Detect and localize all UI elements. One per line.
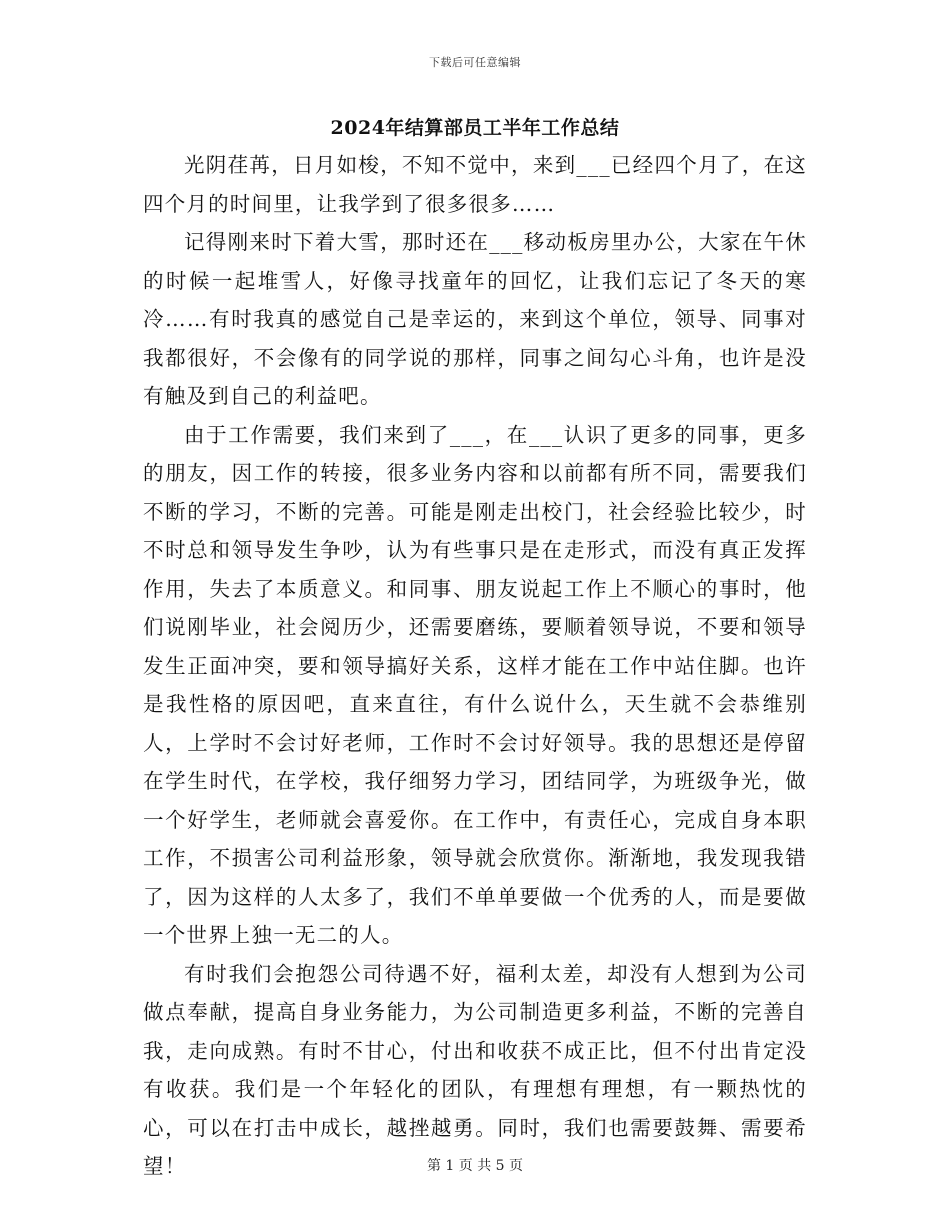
document-body xyxy=(143,146,807,1186)
page-footer: 第 1 页 共 5 页 xyxy=(426,1158,524,1174)
paragraph-1: 光阴荏苒，日月如梭，不知不觉中，来到___已经四个月了，在这四个月的时间里，让我学到了很多很多…… xyxy=(143,153,807,216)
paragraph-2: 记得刚来时下着大雪，那时还在___移动板房里办公，大家在午休的时候一起堆雪人，好像寻找童年的回忆，让我们忘记了冬天的寒冷……有时我真的感觉自己是幸运的，来到这个单位，领导、同事对我都很好，不会像有的同学说的那样，同事之间勾心斗角，也许是没有触及到自己的利益吧。 xyxy=(143,230,807,408)
paragraph-4: 有时我们会抱怨公司待遇不好，福利太差，却没有人想到为公司做点奉献，提高自身业务能力，为公司制造更多利益，不断的完善自我，走向成熟。有时不甘心，付出和收获不成正比，但不付出肯定没有收获。我们是一个年轻化的团队，有理想有理想，有一颗热忱的心，可以在打击中成长，越挫越勇。同时，我们也需要鼓舞、需要希望！ xyxy=(143,961,807,1178)
document-title: 2024年结算部员工半年工作总结 xyxy=(330,117,620,139)
header-note: 下载后可任意编辑 xyxy=(429,56,521,69)
paragraph-3: 由于工作需要，我们来到了___，在___认识了更多的同事，更多的朋友，因工作的转接，很多业务内容和以前都有所不同，需要我们不断的学习，不断的完善。可能是刚走出校门，社会经验比较少，时不时总和领导发生争吵，认为有些事只是在走形式，而没有真正发挥作用，失去了本质意义。和同事、朋友说起工作上不顺心的事时，他们说刚毕业，社会阅历少，还需要磨练，要顺着领导说，不要和领导发生正面冲突，要和领导搞好关系，这样才能在工作中站住脚。也许是我性格的原因吧，直来直往，有什么说什么，天生就不会恭维别人，上学时不会讨好老师，工作时不会讨好领导。我的思想还是停留在学生时代，在学校，我仔细努力学习，团结同学，为班级争光，做一个好学生，老师就会喜爱你。在工作中，有责任心，完成自身本职工作，不损害公司利益形象，领导就会欣赏你。渐渐地，我发现我错了，因为这样的人太多了，我们不单单要做一个优秀的人，而是要做一个世界上独一无二的人。 xyxy=(143,422,807,947)
